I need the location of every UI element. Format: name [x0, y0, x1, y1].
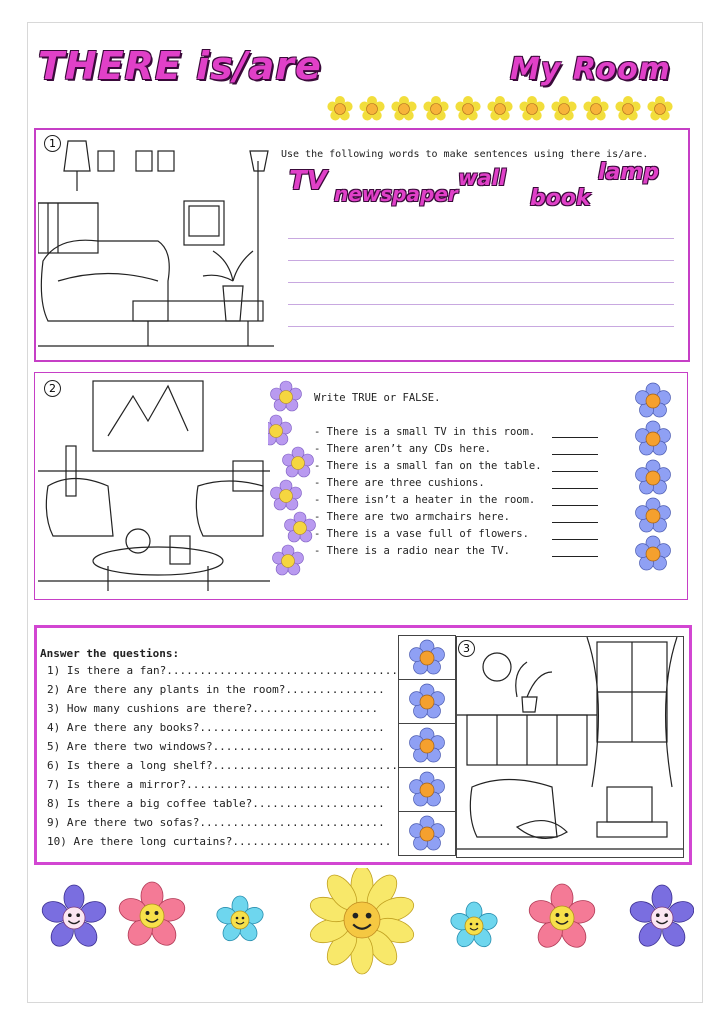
flower-cell [398, 811, 456, 856]
flower-icon [327, 96, 352, 121]
statement-8: - There is a radio near the TV. [314, 545, 510, 557]
exercise-1-instruction: Use the following words to make sentences using there is/are. [281, 149, 649, 160]
flower-icon [215, 896, 266, 944]
flower-cell [398, 723, 456, 768]
statement-6: - There are two armchairs here. [314, 511, 510, 523]
flower-icon [268, 415, 292, 445]
flower-icon [271, 381, 302, 411]
question-7: 7) Is there a mirror?............................... [47, 778, 392, 791]
question-4: 4) Are there any books?............................ [47, 721, 385, 734]
flower-icon [116, 882, 187, 950]
flower-icon [40, 885, 109, 951]
word-book: book [530, 186, 591, 211]
flower-icon [519, 96, 544, 121]
flower-icon [271, 480, 302, 510]
exercise-number: 2 [44, 380, 61, 397]
writing-line[interactable] [288, 238, 674, 239]
flower-icon [285, 512, 316, 542]
flower-icon [410, 728, 445, 762]
flower-icon [283, 447, 314, 477]
blue-flower-column-right [628, 380, 678, 590]
question-3: 3) How many cushions are there?................... [47, 702, 379, 715]
sunflower-icon [307, 868, 417, 974]
answer-blank[interactable] [552, 437, 598, 438]
word-newspaper: newspaper [334, 182, 458, 206]
flower-icon [410, 816, 445, 850]
flower-icon [636, 460, 671, 494]
flower-icon [273, 545, 304, 575]
room-picture-1 [38, 131, 274, 351]
flower-icon [615, 96, 640, 121]
flower-icon [410, 640, 445, 674]
flower-cell [398, 635, 456, 680]
flower-icon [636, 498, 671, 532]
writing-line[interactable] [288, 326, 674, 327]
word-wall: wall [458, 166, 506, 190]
flower-icon [551, 96, 576, 121]
flower-cell [398, 679, 456, 724]
question-8: 8) Is there a big coffee table?.................... [47, 797, 385, 810]
flower-icon [526, 884, 597, 952]
question-6: 6) Is there a long shelf?............................ [47, 759, 398, 772]
flower-icon [423, 96, 448, 121]
flower-icon [636, 383, 671, 417]
answer-blank[interactable] [552, 454, 598, 455]
answer-blank[interactable] [552, 539, 598, 540]
flower-icon [647, 96, 672, 121]
statement-7: - There is a vase full of flowers. [314, 528, 529, 540]
exercise-number: 3 [458, 640, 475, 657]
writing-line[interactable] [288, 304, 674, 305]
question-2: 2) Are there any plants in the room?............... [47, 683, 385, 696]
answer-blank[interactable] [552, 556, 598, 557]
flower-icon [359, 96, 384, 121]
flower-icon [391, 96, 416, 121]
question-5: 5) Are there two windows?.......................... [47, 740, 385, 753]
flower-icon [410, 684, 445, 718]
writing-line[interactable] [288, 260, 674, 261]
living-room-illustration [38, 131, 274, 351]
flower-icon [636, 421, 671, 455]
flower-cell-column [398, 636, 456, 856]
question-1: 1) Is there a fan?................................... [47, 664, 398, 677]
question-9: 9) Are there two sofas?............................ [47, 816, 385, 829]
exercise-number: 1 [44, 135, 61, 152]
flower-icon [583, 96, 608, 121]
exercise-3-heading: Answer the questions: [40, 647, 180, 660]
word-tv: TV [289, 166, 327, 196]
worksheet-subtitle: My Room [510, 52, 671, 87]
statement-2: - There aren’t any CDs here. [314, 443, 492, 455]
purple-flower-column-left [268, 380, 316, 580]
flower-icon [487, 96, 512, 121]
answer-blank[interactable] [552, 522, 598, 523]
worksheet-title: THERE is/are [38, 44, 322, 88]
room-picture-3 [456, 636, 684, 858]
flower-icon [628, 885, 694, 951]
room-picture-2 [38, 376, 270, 594]
bottom-flower-border [34, 868, 694, 976]
answer-blank[interactable] [552, 488, 598, 489]
exercise-2-instruction: Write TRUE or FALSE. [314, 392, 441, 404]
statement-5: - There isn’t a heater in the room. [314, 494, 536, 506]
answer-blank[interactable] [552, 471, 598, 472]
living-room-illustration-3 [457, 637, 683, 857]
answer-blank[interactable] [552, 505, 598, 506]
flower-icon [410, 772, 445, 806]
living-room-illustration-2 [38, 376, 270, 594]
statement-4: - There are three cushions. [314, 477, 485, 489]
header-flower-row [326, 94, 678, 124]
word-lamp: lamp [598, 160, 660, 185]
flower-icon [636, 536, 671, 570]
question-10: 10) Are there long curtains?........................ [47, 835, 392, 848]
flower-icon [455, 96, 480, 121]
statement-1: - There is a small TV in this room. [314, 426, 536, 438]
flower-cell [398, 767, 456, 812]
statement-3: - There is a small fan on the table. [314, 460, 542, 472]
writing-line[interactable] [288, 282, 674, 283]
flower-icon [449, 902, 500, 950]
